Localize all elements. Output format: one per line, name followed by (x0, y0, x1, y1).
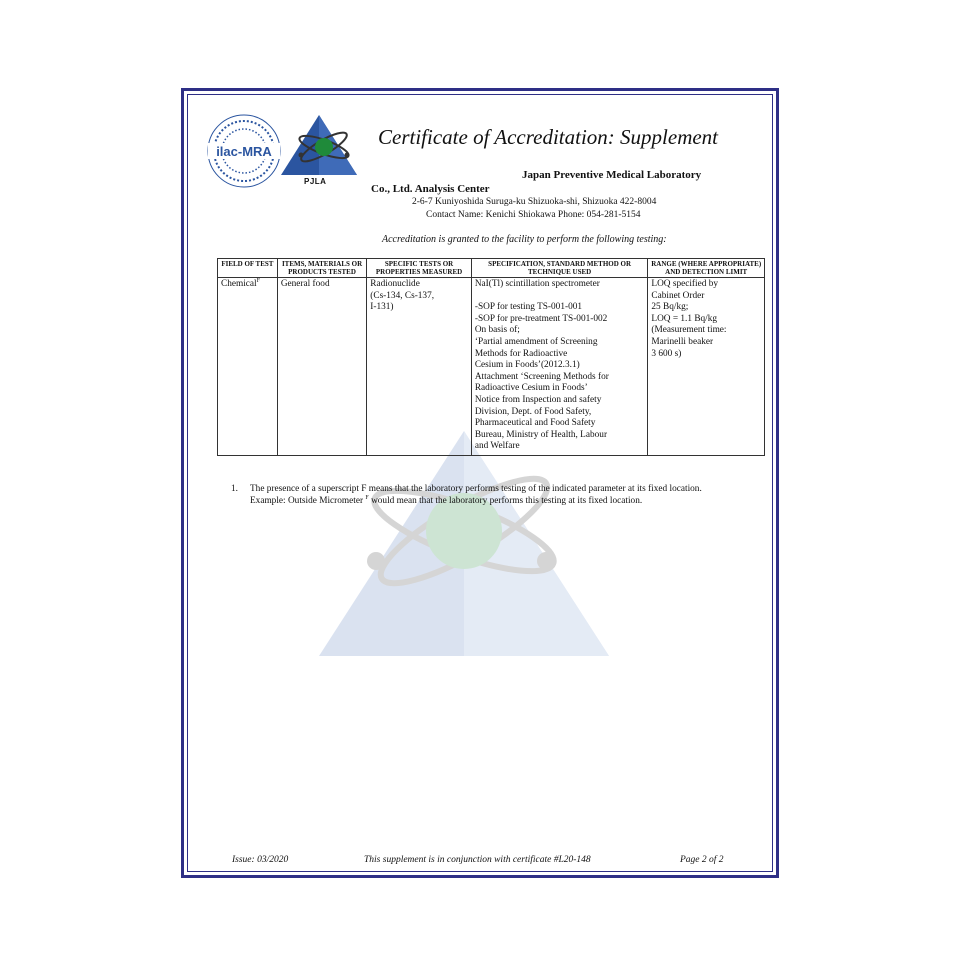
spec-blank-line (475, 291, 645, 303)
pjla-logo-label: PJLA (304, 177, 327, 186)
accreditation-scope-table (217, 258, 765, 456)
footnote-number: 1. (231, 484, 238, 494)
table-row (218, 278, 765, 456)
laboratory-name-line1: Japan Preventive Medical Laboratory (522, 169, 702, 181)
range-line: 3 600 s) (651, 348, 682, 359)
footnote-text-before: The presence of a superscript F means that the laboratory performs testing of the indicated parameter at its fixed location. Example: Outside Micrometer (250, 484, 702, 506)
range-line: Cabinet Order (651, 290, 705, 301)
footnote-text-after: would mean that the laboratory performs this testing at its fixed location. (368, 496, 643, 506)
table-header-row (218, 259, 765, 278)
spec-line: and Welfare (474, 441, 520, 452)
laboratory-address: 2-6-7 Kuniyoshida Suruga-ku Shizuoka-shi, Shizuoka 422-8004 (412, 197, 657, 207)
footnote-superscript: F (365, 494, 369, 501)
tests-line: Radionuclide (370, 279, 420, 289)
spec-line: On basis of; (474, 325, 520, 336)
spec-line: -SOP for testing TS-001-001 (474, 302, 583, 313)
range-line: LOQ specified by (651, 279, 718, 289)
tests-line: I-131) (370, 302, 394, 313)
header-specification: SPECIFICATION, STANDARD METHOD OR TECHNIQUE USED (471, 259, 648, 278)
spec-line: NaI(Tl) scintillation spectrometer (474, 279, 600, 289)
certificate-title: Certificate of Accreditation: Supplement (378, 125, 719, 149)
range-line: 25 Bq/kg; (651, 302, 689, 313)
spec-line: -SOP for pre-treatment TS-001-002 (474, 313, 608, 324)
field-value: Chemical (221, 279, 257, 289)
spec-line: ‘Partial amendment of Screening (474, 336, 598, 347)
spec-line: Cesium in Foods’(2012.3.1) (474, 360, 580, 371)
spec-line: Bureau, Ministry of Health, Labour (474, 429, 608, 440)
spec-line: Division, Dept. of Food Safety, (474, 406, 592, 417)
cell-tests (367, 278, 472, 456)
spec-line: Radioactive Cesium in Foods’ (474, 383, 588, 394)
range-line: Marinelli beaker (651, 336, 714, 347)
header-field-of-test: FIELD OF TEST (218, 259, 278, 278)
range-line: LOQ = 1.1 Bq/kg (651, 313, 718, 324)
footer-conjunction: This supplement is in conjunction with certificate #L20-148 (364, 855, 591, 865)
spec-line: Notice from Inspection and safety (474, 394, 602, 405)
accreditation-statement: Accreditation is granted to the facility to perform the following testing: (382, 234, 667, 245)
tests-line: (Cs-134, Cs-137, (370, 290, 435, 301)
header-specific-tests: SPECIFIC TESTS OR PROPERTIES MEASURED (367, 259, 472, 278)
header-items-tested: ITEMS, MATERIALS OR PRODUCTS TESTED (277, 259, 366, 278)
spec-line: Attachment ‘Screening Methods for (474, 371, 609, 382)
footer-page-number: Page 2 of 2 (680, 855, 724, 865)
ilac-logo-text: ilac-MRA (216, 144, 272, 159)
spec-line: Pharmaceutical and Food Safety (474, 418, 596, 429)
range-line: (Measurement time: (651, 325, 727, 336)
cell-specification (471, 278, 648, 456)
cell-field (218, 278, 278, 456)
footnote (231, 483, 720, 507)
laboratory-contact: Contact Name: Kenichi Shiokawa Phone: 054-281-5154 (426, 210, 641, 220)
spec-line: Methods for Radioactive (474, 348, 568, 359)
cell-range (648, 278, 765, 456)
field-superscript: F (256, 277, 260, 284)
certificate-page (181, 88, 779, 878)
footer-issue: Issue: 03/2020 (232, 855, 289, 865)
cell-items: General food (277, 278, 366, 456)
header-range: RANGE (WHERE APPROPRIATE) AND DETECTION LIMIT (648, 259, 765, 278)
laboratory-name-line2: Co., Ltd. Analysis Center (371, 183, 490, 195)
ilac-mra-logo-icon (206, 113, 282, 189)
